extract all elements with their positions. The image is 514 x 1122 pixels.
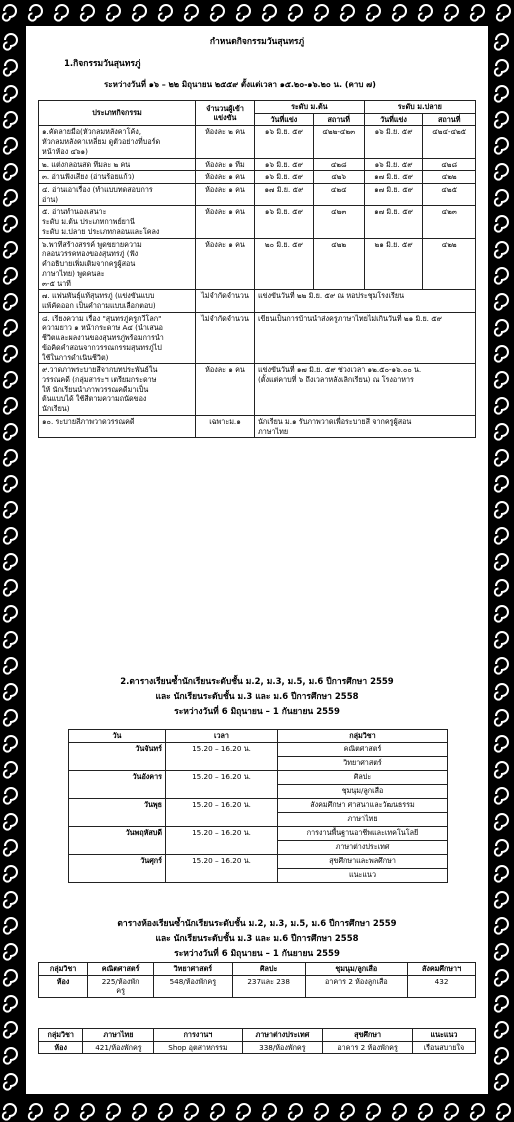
- swirl-ornament: [4, 138, 17, 154]
- header-subject: กลุ่มวิชา: [278, 730, 448, 743]
- swirl-ornament: [4, 1074, 17, 1090]
- swirl-ornament: [495, 1022, 508, 1038]
- date-lower: ๑๖ มิ.ย. ๕๙: [255, 126, 314, 158]
- swirl-ornament: [495, 60, 508, 76]
- swirl-ornament: [495, 580, 508, 596]
- schedule-row: [69, 868, 448, 882]
- room-table-header: ศิลปะ: [232, 963, 305, 976]
- date-upper: ๑๖ มิ.ย. ๕๙: [364, 126, 423, 158]
- swirl-ornament: [495, 190, 508, 206]
- swirl-ornament: [289, 1104, 302, 1120]
- room-table-header: กลุ่มวิชา: [39, 1029, 83, 1042]
- activity-name: ๓. อ่านฟังเสียง (อ่านร้อยแก้ว): [39, 171, 196, 184]
- schedule-row: [69, 840, 448, 854]
- header-place-lower: สถานที่: [313, 113, 364, 126]
- empty-cell: [69, 868, 166, 882]
- rooms-title-3: ระหว่างวันที่ 6 มิถุนายน – 1 กันยายน 2559: [174, 949, 340, 959]
- activity-name: ๑๐. ระบายสีภาพวาดวรรณคดี: [39, 415, 196, 437]
- place-upper: ๔๒๒: [423, 238, 476, 290]
- schedule-row: [69, 854, 448, 868]
- schedule-title-2: และ นักเรียนระดับชั้น ม.3 และ ม.6 ปีการศึกษา 2558: [155, 692, 359, 702]
- room-label: ห้อง: [39, 975, 88, 997]
- swirl-ornament: [495, 606, 508, 622]
- swirl-ornament: [4, 398, 17, 414]
- swirl-ornament: [495, 1074, 508, 1090]
- date-lower: ๑๖ มิ.ย. ๕๙: [255, 158, 314, 171]
- swirl-ornament: [495, 502, 508, 518]
- swirl-ornament: [495, 112, 508, 128]
- swirl-ornament: [495, 164, 508, 180]
- rooms-table-1: [38, 962, 476, 998]
- place-upper: ๔๒๒: [423, 171, 476, 184]
- schedule-row: [69, 784, 448, 798]
- swirl-ornament: [495, 346, 508, 362]
- swirl-ornament: [133, 5, 146, 21]
- swirl-ornament: [55, 1104, 68, 1120]
- day-label: วันศุกร์: [69, 854, 166, 868]
- swirl-ornament: [159, 5, 172, 21]
- room-table-header: แนะแนว: [412, 1029, 475, 1042]
- swirl-ornament: [289, 5, 302, 21]
- swirl-ornament: [495, 944, 508, 960]
- swirl-ornament: [133, 1104, 146, 1120]
- swirl-ornament: [393, 5, 406, 21]
- swirl-ornament: [495, 554, 508, 570]
- header-date-lower: วันที่แข่ง: [255, 113, 314, 126]
- swirl-ornament: [4, 970, 17, 986]
- place-upper: ๔๒๘: [423, 158, 476, 171]
- header-activity-type: ประเภทกิจกรรม: [39, 101, 196, 126]
- swirl-ornament: [237, 5, 250, 21]
- swirl-ornament: [341, 1104, 354, 1120]
- swirl-ornament: [81, 1104, 94, 1120]
- date-upper: ๑๗ มิ.ย. ๕๙: [364, 171, 423, 184]
- date-lower: ๑๖ มิ.ย. ๕๙: [255, 171, 314, 184]
- activity-row: [39, 206, 476, 238]
- swirl-ornament: [445, 5, 458, 21]
- place-upper: ๔๒๔-๔๒๕: [423, 126, 476, 158]
- swirl-ornament: [4, 112, 17, 128]
- place-upper: ๔๒๕: [423, 184, 476, 206]
- day-label: วันพฤหัสบดี: [69, 826, 166, 840]
- subject-group: ภาษาต่างประเทศ: [278, 840, 448, 854]
- empty-cell: [69, 784, 166, 798]
- date-upper: ๑๖ มิ.ย. ๕๙: [364, 158, 423, 171]
- subject-group: วิทยาศาสตร์: [278, 756, 448, 770]
- swirl-ornament: [4, 450, 17, 466]
- swirl-ornament: [315, 5, 328, 21]
- activity-row: [39, 126, 476, 158]
- room-value: Shop อุตสาหกรรม: [154, 1041, 242, 1054]
- swirl-ornament: [4, 528, 17, 544]
- swirl-ornament: [185, 5, 198, 21]
- swirl-ornament: [4, 372, 17, 388]
- header-participants: จำนวนผู้เข้าแข่งขัน: [196, 101, 255, 126]
- subject-group: สุขศึกษาและพลศึกษา: [278, 854, 448, 868]
- schedule-row: [69, 770, 448, 784]
- header-lower-secondary: ระดับ ม.ต้น: [255, 101, 365, 114]
- schedule-row: [69, 798, 448, 812]
- swirl-ornament: [4, 866, 17, 882]
- swirl-ornament: [495, 970, 508, 986]
- swirl-ornament: [4, 1022, 17, 1038]
- day-label: วันอังคาร: [69, 770, 166, 784]
- header-time: เวลา: [166, 730, 278, 743]
- subject-group: ชุมนุม/ลูกเสือ: [278, 784, 448, 798]
- swirl-ornament: [495, 814, 508, 830]
- swirl-ornament: [4, 788, 17, 804]
- empty-cell: [69, 756, 166, 770]
- subject-group: แนะแนว: [278, 868, 448, 882]
- subject-group: ภาษาไทย: [278, 812, 448, 826]
- place-lower: ๔๒๖: [313, 171, 364, 184]
- activity-name: ๒. แต่งกลอนสด ทีมละ ๒ คน: [39, 158, 196, 171]
- time-slot: 15.20 – 16.20 น.: [166, 770, 278, 784]
- room-table-header: สังคมศึกษาฯ: [408, 963, 476, 976]
- swirl-ornament: [495, 86, 508, 102]
- schedule-row: [69, 812, 448, 826]
- swirl-ornament: [341, 5, 354, 21]
- participant-count: ไม่จำกัดจำนวน: [196, 290, 255, 312]
- swirl-ornament: [471, 1104, 484, 1120]
- swirl-ornament: [4, 190, 17, 206]
- schedule-row: [69, 756, 448, 770]
- swirl-ornament: [495, 710, 508, 726]
- swirl-ornament: [4, 164, 17, 180]
- swirl-ornament: [159, 1104, 172, 1120]
- empty-cell: [166, 868, 278, 882]
- schedule-title-1: 2.ตารางเรียนซ้ำนักเรียนระดับชั้น ม.2, ม.3, ม.5, ม.6 ปีการศึกษา 2559: [120, 677, 394, 687]
- participant-count: ห้องละ ๑ คน: [196, 238, 255, 290]
- swirl-ornament: [495, 320, 508, 336]
- date-lower: ๒๐ มิ.ย. ๕๙: [255, 238, 314, 290]
- room-table-header: ภาษาต่างประเทศ: [242, 1029, 323, 1042]
- swirl-ornament: [495, 34, 508, 50]
- swirl-ornament: [495, 450, 508, 466]
- room-value: เรือนสบายใจ: [412, 1041, 475, 1054]
- schedule-row: [69, 826, 448, 840]
- header-date-upper: วันที่แข่ง: [364, 113, 423, 126]
- header-day: วัน: [69, 730, 166, 743]
- activity-name: ๖.พาทีสร้างสรรค์ พูดขยายความ กลอนวรรคทองของสุนทรภู่ (ฟัง คำอธิบายเพิ่มเติมจากครูผู้สอน ภาษาไทย) พูดคนละ ๓-๕ นาที: [39, 238, 196, 290]
- place-lower: ๔๒๔: [313, 184, 364, 206]
- room-table-header: ชุมนุม/ลูกเสือ: [305, 963, 407, 976]
- swirl-ornament: [495, 216, 508, 232]
- swirl-ornament: [393, 1104, 406, 1120]
- schedule-title-3: ระหว่างวันที่ 6 มิถุนายน – 1 กันยายน 2559: [174, 707, 340, 717]
- empty-cell: [69, 840, 166, 854]
- swirl-ornament: [495, 892, 508, 908]
- place-lower: ๔๒๒: [313, 238, 364, 290]
- date-upper: ๒๑ มิ.ย. ๕๙: [364, 238, 423, 290]
- swirl-ornament: [4, 502, 17, 518]
- room-table-header: กลุ่มวิชา: [39, 963, 88, 976]
- rooms-title-2: และ นักเรียนระดับชั้น ม.3 และ ม.6 ปีการศึกษา 2558: [155, 934, 359, 944]
- swirl-ornament: [495, 736, 508, 752]
- swirl-ornament: [211, 5, 224, 21]
- participant-count: ห้องละ ๑ ทีม: [196, 158, 255, 171]
- swirl-ornament: [495, 528, 508, 544]
- empty-cell: [166, 756, 278, 770]
- room-value: อาคาร 2 ห้องพักครู: [323, 1041, 413, 1054]
- swirl-ornament: [4, 892, 17, 908]
- empty-cell: [166, 784, 278, 798]
- activity-row: [39, 184, 476, 206]
- swirl-ornament: [495, 788, 508, 804]
- date-lower: ๑๖ มิ.ย. ๕๙: [255, 206, 314, 238]
- swirl-ornament: [3, 1104, 16, 1120]
- page-title: กำหนดกิจกรรมวันสุนทรภู่: [209, 37, 305, 47]
- date-lower: ๑๗ มิ.ย. ๕๙: [255, 184, 314, 206]
- room-value: 548/ห้องพักครู: [154, 975, 233, 997]
- swirl-ornament: [4, 242, 17, 258]
- swirl-ornament: [29, 1104, 42, 1120]
- swirl-ornament: [107, 1104, 120, 1120]
- subject-group: สังคมศึกษา ศาสนาและวัฒนธรรม: [278, 798, 448, 812]
- room-table-header: วิทยาศาสตร์: [154, 963, 233, 976]
- time-slot: 15.20 – 16.20 น.: [166, 798, 278, 812]
- document-page: [26, 26, 488, 1094]
- swirl-ornament: [315, 1104, 328, 1120]
- room-table-header: สุขศึกษา: [323, 1029, 413, 1042]
- swirl-ornament: [4, 762, 17, 778]
- swirl-ornament: [81, 5, 94, 21]
- activity-name: ๗. แฟนพันธุ์แท้สุนทรภู่ (แข่งขันแบบ แพ้คัดออก เป็นคำถามแบบเลือกตอบ): [39, 290, 196, 312]
- swirl-ornament: [55, 5, 68, 21]
- time-slot: 15.20 – 16.20 น.: [166, 854, 278, 868]
- date-upper: ๑๗ มิ.ย. ๕๙: [364, 206, 423, 238]
- swirl-ornament: [445, 1104, 458, 1120]
- swirl-ornament: [495, 138, 508, 154]
- swirl-ornament: [497, 1104, 510, 1120]
- participant-count: ห้องละ ๑ คน: [196, 184, 255, 206]
- swirl-ornament: [495, 398, 508, 414]
- place-lower: ๔๒๒-๔๒๓: [313, 126, 364, 158]
- swirl-ornament: [495, 996, 508, 1012]
- swirl-ornament: [495, 632, 508, 648]
- activity-name: ๔. อ่านเอาเรื่อง (ทำแบบทดสอบการ อ่าน): [39, 184, 196, 206]
- room-table-header: ภาษาไทย: [83, 1029, 154, 1042]
- place-lower: ๔๒๘: [313, 158, 364, 171]
- swirl-ornament: [495, 762, 508, 778]
- swirl-ornament: [4, 944, 17, 960]
- time-slot: 15.20 – 16.20 น.: [166, 826, 278, 840]
- subject-group: การงานพื้นฐานอาชีพและเทคโนโลยี: [278, 826, 448, 840]
- subject-group: คณิตศาสตร์: [278, 742, 448, 756]
- activity-name: ๙.วาดภาพระบายสีจากบทประพันธ์ใน วรรณคดี (กลุ่มสาระฯ เตรียมกระดาษ ให้ นักเรียนนำภาพวรรณคดีมาเป็น ต้นแบบได้ ใช้สีตามความถนัดของ นักเรียน): [39, 364, 196, 416]
- swirl-ornament: [4, 632, 17, 648]
- participant-count: ห้องละ ๒ คน: [196, 126, 255, 158]
- participant-count: เฉพาะม.๑: [196, 415, 255, 437]
- participant-count: ไม่จำกัดจำนวน: [196, 312, 255, 364]
- swirl-ornament: [495, 372, 508, 388]
- activity-note: แข่งขันวันที่ ๒๒ มิ.ย. ๕๙ ณ หอประชุมโรงเรียน: [255, 290, 476, 312]
- swirl-ornament: [263, 1104, 276, 1120]
- room-value: 421/ห้องพักครู: [83, 1041, 154, 1054]
- swirl-ornament: [4, 580, 17, 596]
- activity-period: ระหว่างวันที่ ๑๖ – ๒๒ มิถุนายน ๒๕๕๙ ตั้งแต่เวลา ๑๕.๒๐-๑๖.๒๐ น. (คาบ ๗): [104, 80, 376, 89]
- room-value: 237และ 238: [232, 975, 305, 997]
- swirl-ornament: [237, 1104, 250, 1120]
- swirl-ornament: [4, 424, 17, 440]
- swirl-ornament: [495, 476, 508, 492]
- swirl-ornament: [495, 1048, 508, 1064]
- repeat-class-schedule-table: [68, 729, 448, 883]
- swirl-ornament: [367, 5, 380, 21]
- room-value: 338/ห้องพักครู: [242, 1041, 323, 1054]
- rooms-table-2: [38, 1028, 476, 1054]
- participant-count: ห้องละ ๑ คน: [196, 364, 255, 416]
- activity-name: ๕. อ่านทำนองเสนาะ ระดับ ม.ต้น ประเภทกาพย์ยานี ระดับ ม.ปลาย ประเภทกลอนและโคลง: [39, 206, 196, 238]
- swirl-ornament: [495, 294, 508, 310]
- empty-cell: [69, 812, 166, 826]
- swirl-ornament: [495, 684, 508, 700]
- day-label: วันจันทร์: [69, 742, 166, 756]
- swirl-ornament: [4, 684, 17, 700]
- swirl-ornament: [263, 5, 276, 21]
- date-upper: ๑๗ มิ.ย. ๕๙: [364, 184, 423, 206]
- subject-group: ศิลปะ: [278, 770, 448, 784]
- room-table-header: การงานฯ: [154, 1029, 242, 1042]
- activity-row: [39, 290, 476, 312]
- activity-name: ๘. เรียงความ เรื่อง "สุนทรภู่ครูกวีโลก" ความยาว ๑ หน้ากระดาษ A๔ (นำเสนอ ชีวิตและผลงานของสุนทรภู่พร้อมการนำ ข้อคิดคำสอนจากวรรณกรรมสุนทรภู่ไป ใช้ในการดำเนินชีวิต): [39, 312, 196, 364]
- swirl-ornament: [3, 5, 16, 21]
- swirl-ornament: [4, 320, 17, 336]
- place-lower: ๔๒๓: [313, 206, 364, 238]
- swirl-ornament: [185, 1104, 198, 1120]
- time-slot: 15.20 – 16.20 น.: [166, 742, 278, 756]
- activity-row: [39, 312, 476, 364]
- swirl-ornament: [367, 1104, 380, 1120]
- swirl-ornament: [419, 5, 432, 21]
- swirl-ornament: [4, 346, 17, 362]
- activity-note: เขียนเป็นการบ้านนำส่งครูภาษาไทยไม่เกินวันที่ ๒๑ มิ.ย. ๕๙: [255, 312, 476, 364]
- swirl-ornament: [4, 294, 17, 310]
- activity-row: [39, 238, 476, 290]
- swirl-ornament: [107, 5, 120, 21]
- swirl-ornament: [4, 60, 17, 76]
- swirl-ornament: [4, 34, 17, 50]
- swirl-ornament: [495, 866, 508, 882]
- activity-note: แข่งขันวันที่ ๑๗ มิ.ย. ๕๙ ช่วงเวลา ๑๒.๕๐-๑๖.๐๐ น. (ตั้งแต่คาบที่ ๖ ถึงเวลาหลังเลิกเรียน) ณ โรงอาหาร: [255, 364, 476, 416]
- swirl-ornament: [4, 606, 17, 622]
- header-place-upper: สถานที่: [423, 113, 476, 126]
- room-label: ห้อง: [39, 1041, 83, 1054]
- swirl-ornament: [211, 1104, 224, 1120]
- swirl-ornament: [4, 658, 17, 674]
- room-value: 432: [408, 975, 476, 997]
- activity-row: [39, 171, 476, 184]
- swirl-ornament: [4, 918, 17, 934]
- room-table-header: คณิตศาสตร์: [88, 963, 154, 976]
- swirl-ornament: [29, 5, 42, 21]
- room-value: 225/ห้องพัก ครู: [88, 975, 154, 997]
- section-heading-activities: 1.กิจกรรมวันสุนทรภู่: [64, 59, 141, 69]
- activity-note: นักเรียน ม.๑ รับภาพวาดเพื่อระบายสี จากครูผู้สอน ภาษาไทย: [255, 415, 476, 437]
- room-value: อาคาร 2 ห้องลูกเสือ: [305, 975, 407, 997]
- rooms-title-1: ตารางห้องเรียนซ้ำนักเรียนระดับชั้น ม.2, ม.3, ม.5, ม.6 ปีการศึกษา 2559: [117, 919, 397, 929]
- swirl-ornament: [4, 476, 17, 492]
- swirl-ornament: [4, 996, 17, 1012]
- activity-row: [39, 415, 476, 437]
- header-upper-secondary: ระดับ ม.ปลาย: [364, 101, 475, 114]
- swirl-ornament: [4, 710, 17, 726]
- swirl-ornament: [495, 918, 508, 934]
- swirl-ornament: [495, 242, 508, 258]
- place-upper: ๔๒๓: [423, 206, 476, 238]
- schedule-row: [69, 742, 448, 756]
- day-label: วันพุธ: [69, 798, 166, 812]
- swirl-ornament: [495, 424, 508, 440]
- activity-name: ๑.คัดลายมือ(หัวกลมหลังคาโค้ง, หัวกลมหลังคาเหลี่ยม ดูตัวอย่างที่บอร์ด หน้าห้อง ๔๖๑): [39, 126, 196, 158]
- swirl-ornament: [4, 814, 17, 830]
- swirl-ornament: [471, 5, 484, 21]
- empty-cell: [166, 812, 278, 826]
- swirl-ornament: [495, 840, 508, 856]
- swirl-ornament: [4, 736, 17, 752]
- swirl-ornament: [4, 86, 17, 102]
- swirl-ornament: [497, 5, 510, 21]
- participant-count: ห้องละ ๑ คน: [196, 206, 255, 238]
- activity-row: [39, 158, 476, 171]
- activity-row: [39, 364, 476, 416]
- swirl-ornament: [4, 216, 17, 232]
- swirl-ornament: [4, 268, 17, 284]
- swirl-ornament: [495, 268, 508, 284]
- swirl-ornament: [495, 658, 508, 674]
- activities-table: [38, 100, 476, 438]
- swirl-ornament: [4, 1048, 17, 1064]
- swirl-ornament: [4, 554, 17, 570]
- swirl-ornament: [419, 1104, 432, 1120]
- participant-count: ห้องละ ๑ คน: [196, 171, 255, 184]
- empty-cell: [166, 840, 278, 854]
- swirl-ornament: [4, 840, 17, 856]
